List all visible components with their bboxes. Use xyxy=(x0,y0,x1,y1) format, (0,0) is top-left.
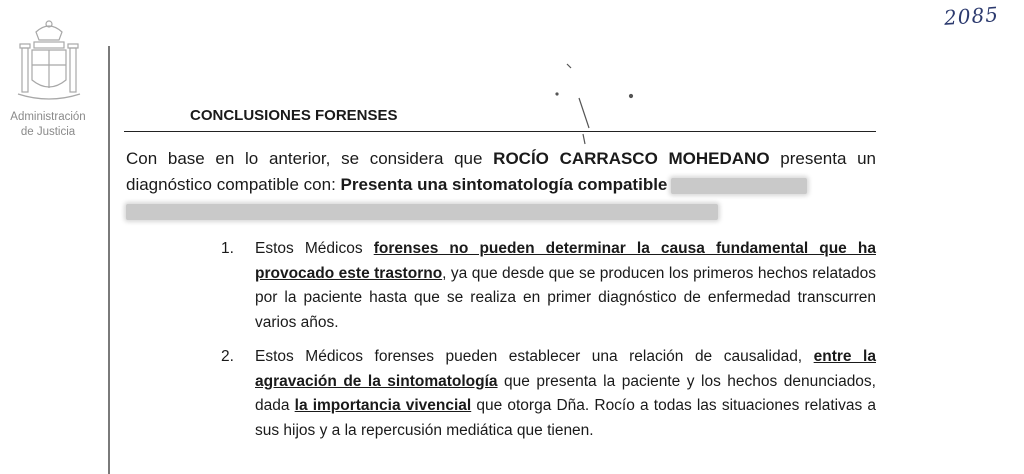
subject-name: ROCÍO CARRASCO MOHEDANO xyxy=(493,149,770,168)
item-text-segment: que presenta la paciente y los hechos denunciados, dada xyxy=(255,372,876,414)
diagnosis-text: Presenta una sintomatología compatible xyxy=(340,175,668,194)
item-text-segment: Estos Médicos xyxy=(255,240,374,257)
issuer-label xyxy=(0,110,96,140)
scan-mark xyxy=(555,58,635,148)
page-number: 2085 xyxy=(943,2,1000,30)
margin-rule xyxy=(108,46,110,474)
intro-text-2: presenta un diagnóstico compatible con: xyxy=(126,149,877,194)
intro-paragraph xyxy=(126,146,876,224)
issuer-line2: de Justicia xyxy=(20,126,76,138)
underlined-phrase: entre la agravación de la sintomatología xyxy=(255,348,876,390)
item-text xyxy=(255,345,876,443)
item-text-segment: Estos Médicos forenses pueden establecer una relación de causalidad, xyxy=(255,348,814,365)
item-number: 2. xyxy=(221,348,234,365)
conclusion-item xyxy=(221,237,876,335)
redaction-block xyxy=(126,204,718,220)
title-divider xyxy=(124,131,876,132)
issuer-line1: Administración xyxy=(10,111,86,123)
item-number: 1. xyxy=(221,240,234,257)
conclusion-item xyxy=(221,345,876,443)
conclusions-list xyxy=(221,237,876,453)
section-title: CONCLUSIONES FORENSES xyxy=(190,107,398,124)
item-text xyxy=(255,237,876,335)
coat-of-arms-emblem xyxy=(14,18,84,108)
item-text-segment: , ya que desde que se producen los primeros hechos relatados por la paciente hasta que se realiza en primer diagnóstico de enfermedad transcurren varios años. xyxy=(255,264,877,331)
item-text-segment: que otorga Dña. Rocío a todas las situaciones relativas a sus hijos y a la repercusión mediática que tienen. xyxy=(255,397,876,439)
underlined-phrase: forenses no pueden determinar la causa fundamental que ha provocado este trastorno xyxy=(255,240,876,282)
underlined-phrase: la importancia vivencial xyxy=(294,397,472,414)
redaction-block xyxy=(671,178,807,194)
intro-text-1: Con base en lo anterior, se considera que xyxy=(126,149,494,168)
